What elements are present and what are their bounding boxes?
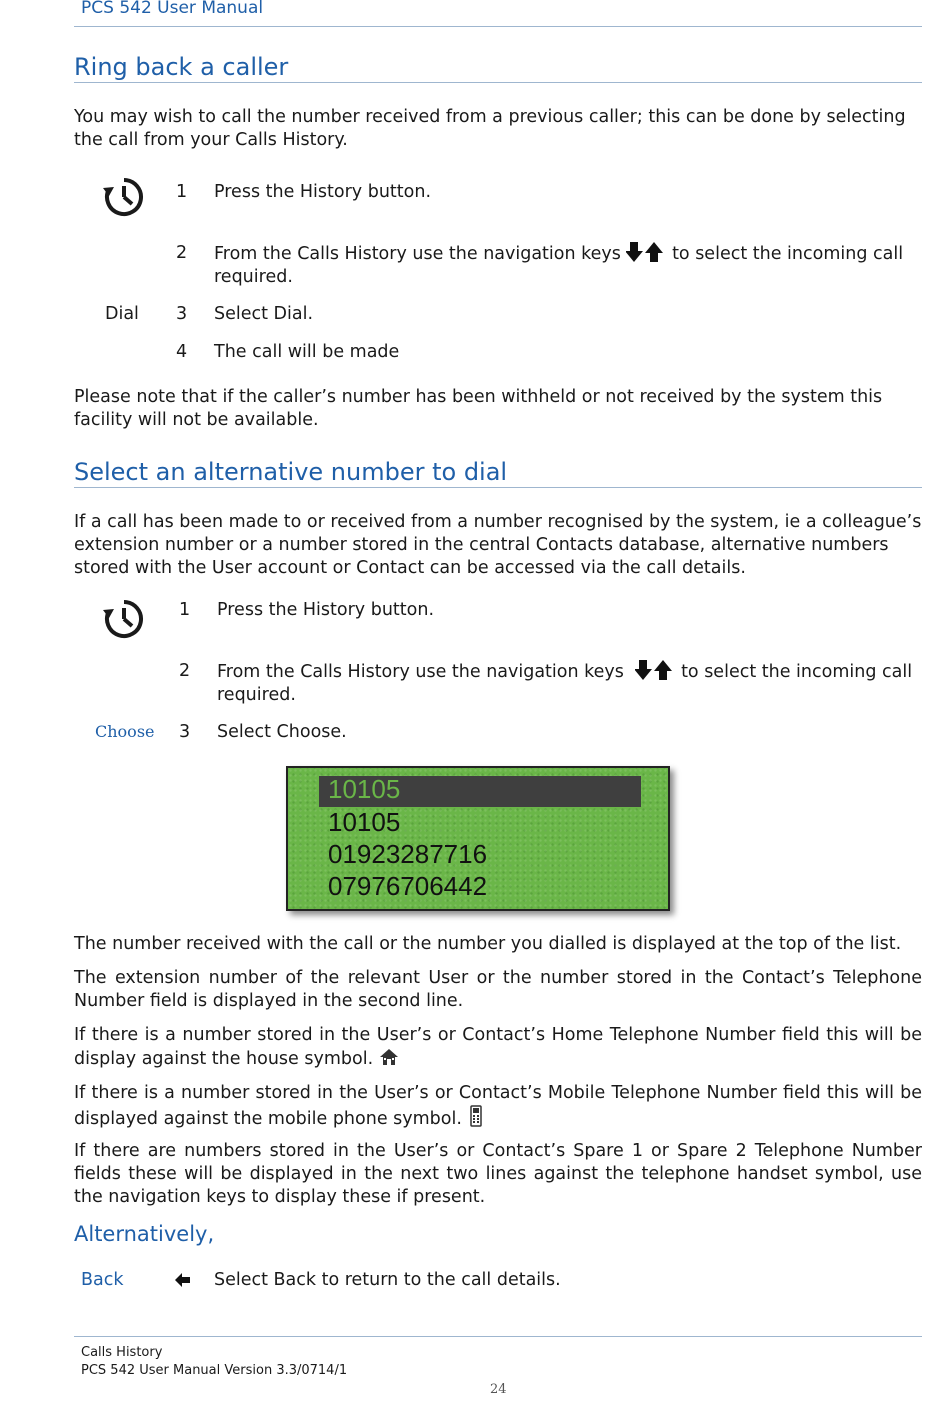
footer-section: Calls History — [81, 1345, 163, 1360]
history-icon — [102, 597, 146, 641]
choose-softkey-label: Choose — [95, 722, 155, 741]
step-text: Press the History button. — [214, 182, 432, 202]
display-line: 10105 — [328, 807, 401, 837]
step-text-before: From the Calls History use the navigation keys — [214, 244, 621, 264]
display-line-selected: 10105 — [328, 774, 401, 804]
step-number: 3 — [179, 722, 191, 742]
arrow-down-icon — [626, 242, 643, 262]
intro-paragraph: If a call has been made to or received from a number recognised by the system, ie a colleague’s extension number or a number stored in the central Contacts database, alternative numbers stored with the User account or Contact can be accessed via the call details. — [74, 512, 922, 578]
step-text-after: to select the incoming call — [681, 662, 913, 682]
paragraph: The extension number of the relevant User or the number stored in the Contact’s Telephone Number field is displayed in the second line. — [74, 968, 922, 1011]
intro-paragraph: You may wish to call the number received from a previous caller; this can be done by selecting the call from your Calls History. — [74, 107, 906, 150]
history-icon — [102, 175, 146, 219]
footer-rule — [74, 1336, 922, 1337]
navigation-keys-icon — [626, 242, 666, 262]
house-icon — [379, 1047, 399, 1067]
page-number: 24 — [490, 1382, 507, 1397]
paragraph — [74, 1024, 922, 1071]
navigation-keys-icon — [635, 660, 675, 680]
display-line: 01923287716 — [328, 839, 488, 869]
section-rule — [74, 82, 922, 83]
step-text: The call will be made — [214, 342, 400, 362]
footer-version: PCS 542 User Manual Version 3.3/0714/1 — [81, 1363, 348, 1378]
step-text: Select Choose. — [217, 722, 347, 742]
alternatively-heading: Alternatively, — [74, 1222, 215, 1246]
step-text — [214, 242, 914, 289]
back-softkey-label: Back — [81, 1270, 124, 1290]
paragraph-text: If there is a number stored in the User’s or Contact’s Mobile Telephone Number field this will be displayed against the mobile phone symbol. — [74, 1083, 922, 1129]
paragraph: If there are numbers stored in the User’s or Contact’s Spare 1 or Spare 2 Telephone Number fields these will be displayed in the next two lines against the telephone handset symbol, use the navigation keys to display these if present. — [74, 1141, 922, 1207]
step-number: 4 — [176, 342, 188, 362]
section-heading-ring-back: Ring back a caller — [74, 53, 289, 81]
display-line: 07976706442 — [328, 871, 488, 901]
header-rule — [74, 26, 922, 27]
section-rule — [74, 487, 922, 488]
step-text-cont: required. — [217, 685, 296, 705]
note-paragraph: Please note that if the caller’s number has been withheld or not received by the system this facility will not be available. — [74, 387, 883, 430]
paragraph: The number received with the call or the number you dialled is displayed at the top of the list. — [74, 934, 902, 954]
step-text-before: From the Calls History use the navigation keys — [217, 662, 624, 682]
step-number: 2 — [176, 243, 188, 263]
phone-display — [286, 766, 670, 911]
back-step-text: Select Back to return to the call details. — [214, 1270, 561, 1290]
step-text-after: to select the incoming call — [672, 244, 904, 264]
step-number: 2 — [179, 661, 191, 681]
step-text — [217, 660, 917, 707]
step-number: 3 — [176, 304, 188, 324]
arrow-up-icon — [645, 242, 663, 262]
dial-softkey-label: Dial — [105, 304, 139, 324]
section-heading-alternative: Select an alternative number to dial — [74, 458, 508, 486]
paragraph — [74, 1082, 922, 1131]
step-number: 1 — [179, 600, 191, 620]
paragraph-text: If there is a number stored in the User’s or Contact’s Home Telephone Number field this will be display against the house symbol. — [74, 1025, 922, 1069]
step-number: 1 — [176, 182, 188, 202]
step-text: Press the History button. — [217, 600, 435, 620]
step-text: Select Dial. — [214, 304, 314, 324]
header-title: PCS 542 User Manual — [81, 0, 264, 18]
back-arrow-icon — [175, 1273, 191, 1287]
mobile-phone-icon — [468, 1105, 484, 1127]
step-text-cont: required. — [214, 267, 293, 287]
arrow-down-icon — [635, 660, 652, 680]
arrow-up-icon — [654, 660, 672, 680]
